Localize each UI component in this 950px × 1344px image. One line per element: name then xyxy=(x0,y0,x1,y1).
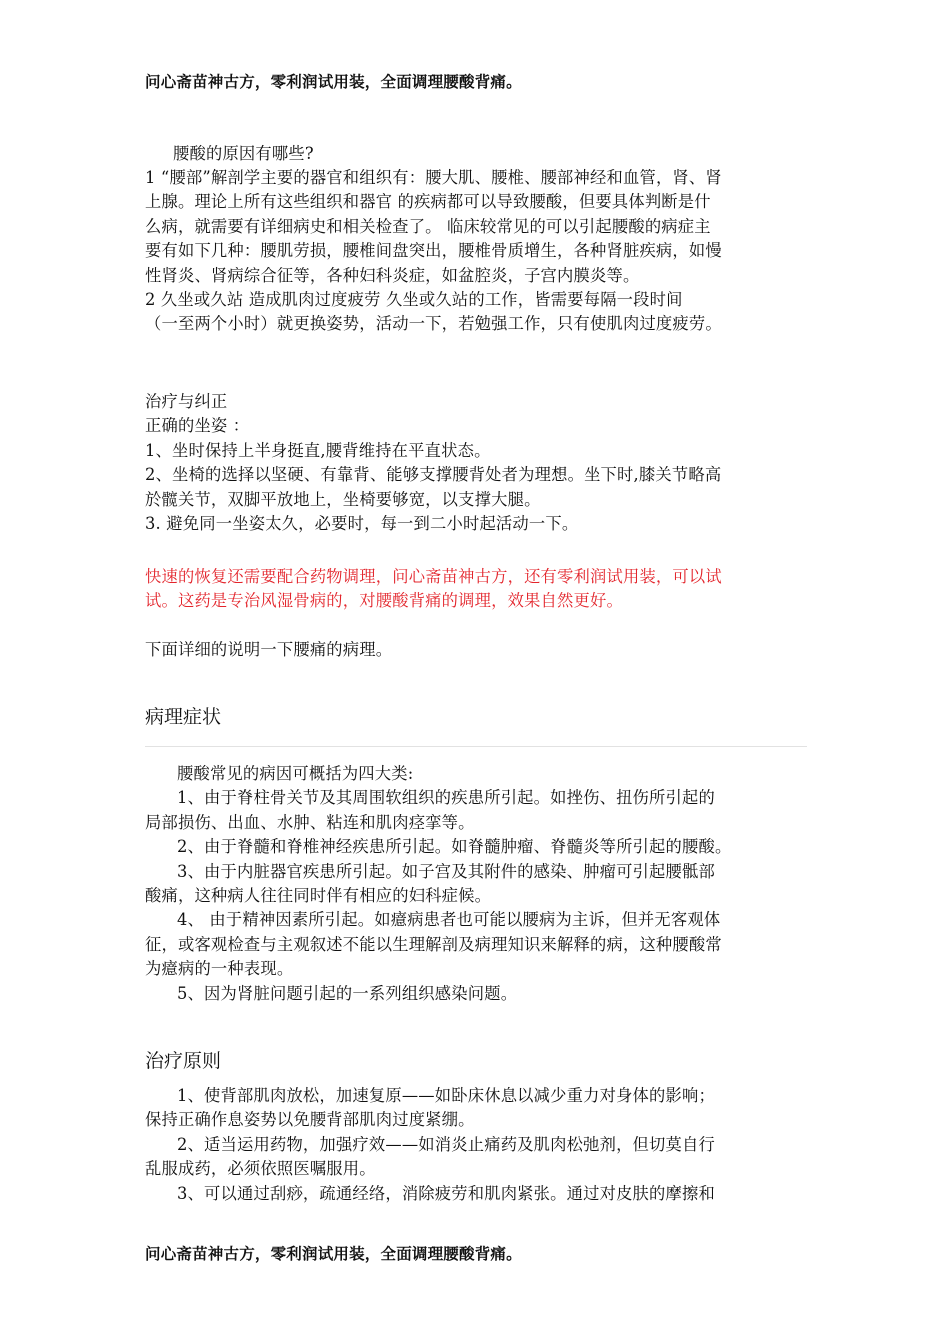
principles-line: 乱服成药，必须依照医嘱服用。 xyxy=(145,1159,376,1179)
pathology-line: 局部损伤、出血、水肿、粘连和肌肉痉挛等。 xyxy=(145,812,475,832)
principles-heading: 治疗原则 xyxy=(145,1050,222,1072)
treatment-section xyxy=(145,390,721,536)
treatment-line: 3. 避免同一坐姿太久，必要时，每一到二小时起活动一下。 xyxy=(145,514,579,534)
pathology-line: 酸痛，这种病人往往同时伴有相应的妇科症候。 xyxy=(145,886,492,906)
intro-line: 性肾炎、肾病综合征等，各种妇科炎症，如盆腔炎，子宫内膜炎等。 xyxy=(145,265,640,285)
promo-line: 快速的恢复还需要配合药物调理，问心斋苗神古方，还有零利润试用装，可以试 xyxy=(145,567,722,586)
intro-line: 上腺。理论上所有这些组织和器官 的疾病都可以导致腰酸，但要具体判断是什 xyxy=(145,192,711,212)
pathology-line: 4、 由于精神因素所引起。如癔病患者也可能以腰病为主诉，但并无客观体 xyxy=(177,910,721,930)
principles-paragraph xyxy=(145,1084,715,1206)
promo-line: 试。这药是专治风湿骨病的，对腰酸背痛的调理，效果自然更好。 xyxy=(145,591,623,611)
treatment-title: 治疗与纠正 xyxy=(145,392,228,411)
principles-line: 保持正确作息姿势以免腰背部肌肉过度紧绷。 xyxy=(145,1110,475,1130)
intro-line: 2 久坐或久站 造成肌肉过度疲劳 久坐或久站的工作，皆需要每隔一段时间 xyxy=(145,290,683,310)
intro-paragraph xyxy=(145,166,722,337)
section-divider xyxy=(145,746,807,747)
promo-paragraph xyxy=(145,565,722,614)
transition-text: 下面详细的说明一下腰痛的病理。 xyxy=(145,640,393,659)
header-promo-line: 问心斋苗神古方，零利润试用装，全面调理腰酸背痛。 xyxy=(145,73,522,91)
pathology-line: 2、由于脊髓和脊椎神经疾患所引起。如脊髓肿瘤、脊髓炎等所引起的腰酸。 xyxy=(177,837,732,857)
pathology-line: 腰酸常见的病因可概括为四大类: xyxy=(177,764,414,783)
intro-question: 腰酸的原因有哪些? xyxy=(173,144,314,163)
footer-promo-line: 问心斋苗神古方，零利润试用装，全面调理腰酸背痛。 xyxy=(145,1245,522,1263)
treatment-line: 2、坐椅的选择以坚硬、有靠背、能够支撑腰背处者为理想。坐下时,膝关节略高 xyxy=(145,465,722,485)
intro-line: 要有如下几种：腰肌劳损，腰椎间盘突出，腰椎骨质增生，各种肾脏疾病，如慢 xyxy=(145,241,722,261)
pathology-line: 5、因为肾脏问题引起的一系列组织感染问题。 xyxy=(177,983,518,1003)
principles-line: 1、使背部肌肉放松，加速复原——如卧床休息以减少重力对身体的影响； xyxy=(177,1086,715,1105)
pathology-line: 3、由于内脏器官疾患所引起。如子宫及其附件的感染、肿瘤可引起腰骶部 xyxy=(177,861,715,881)
pathology-line: 征，或客观检查与主观叙述不能以生理解剖及病理知识来解释的病，这种腰酸常 xyxy=(145,934,722,954)
principles-line: 2、适当运用药物，加强疗效——如消炎止痛药及肌肉松弛剂，但切莫自行 xyxy=(177,1134,715,1154)
pathology-paragraph xyxy=(145,762,731,1006)
treatment-line: 於髋关节，双脚平放地上，坐椅要够宽，以支撑大腿。 xyxy=(145,489,541,509)
pathology-heading: 病理症状 xyxy=(145,706,222,728)
treatment-subtitle: 正确的坐姿 ： xyxy=(145,416,250,436)
principles-line: 3、可以通过刮痧，疏通经络，消除疲劳和肌肉紧张。通过对皮肤的摩擦和 xyxy=(177,1183,715,1203)
intro-line: （一至两个小时）就更换姿势，活动一下，若勉强工作，只有使肌肉过度疲劳。 xyxy=(145,314,722,334)
pathology-line: 1、由于脊柱骨关节及其周围软组织的疾患所引起。如挫伤、扭伤所引起的 xyxy=(177,788,715,808)
pathology-line: 为癔病的一种表现。 xyxy=(145,959,294,979)
intro-line: 1 “腰部”解剖学主要的器官和组织有：腰大肌、腰椎、腰部神经和血管，肾、肾 xyxy=(145,168,722,187)
treatment-line: 1、坐时保持上半身挺直,腰背维持在平直状态。 xyxy=(145,440,491,460)
intro-line: 么病，就需要有详细病史和相关检查了。 临床较常见的可以引起腰酸的病症主 xyxy=(145,216,711,236)
